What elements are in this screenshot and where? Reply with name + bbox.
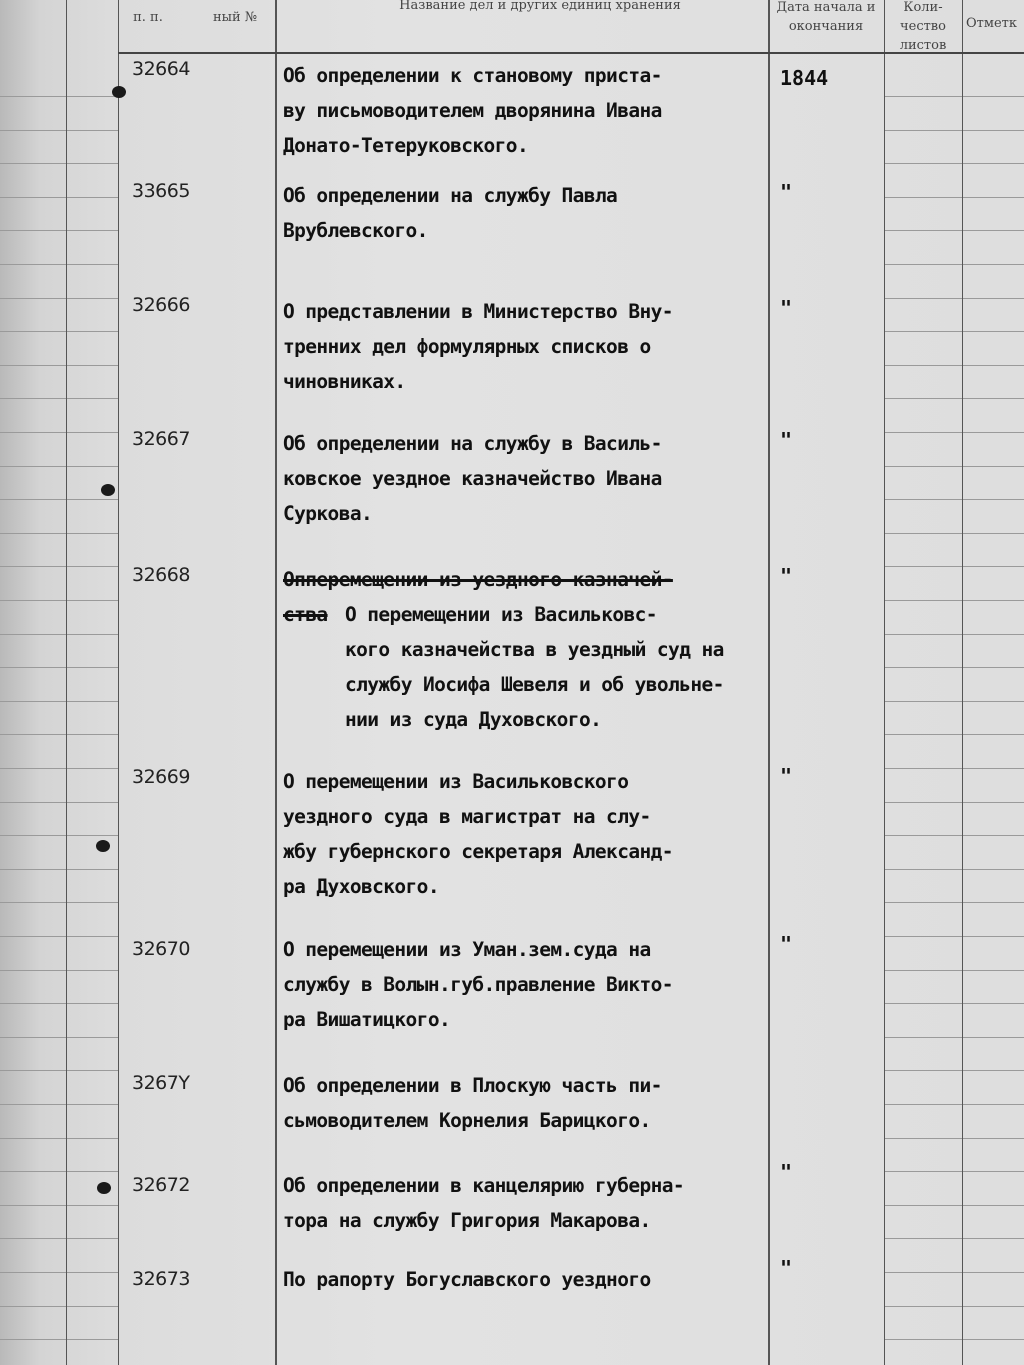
header-rule — [118, 52, 1024, 54]
ruled-line — [0, 701, 118, 702]
ruled-line — [0, 734, 118, 735]
ruled-line — [884, 230, 1024, 231]
header-num: п. п. — [133, 10, 163, 25]
ruled-line — [884, 667, 1024, 668]
ruled-line — [884, 466, 1024, 467]
header-date: Дата начала и окончания — [776, 0, 876, 34]
column-line-num — [118, 0, 119, 1365]
row-title: По рапорту Богуславского уездного — [283, 1268, 651, 1291]
row-number: 32670 — [132, 938, 190, 960]
row-date: " — [780, 764, 793, 788]
ruled-line — [884, 1306, 1024, 1307]
ruled-line — [0, 365, 118, 366]
row-title: О перемещении из Васильковского уездного суда в магистрат на слу- жбу губернского секретаря Александ- ра Духовского. — [283, 770, 673, 898]
row-date: " — [780, 1160, 793, 1184]
ruled-line — [884, 1070, 1024, 1071]
ruled-line — [884, 1272, 1024, 1273]
ruled-line — [0, 533, 118, 534]
ruled-line — [0, 331, 118, 332]
ruled-line — [884, 130, 1024, 131]
ruled-line — [884, 634, 1024, 635]
ruled-line — [0, 1339, 118, 1340]
ruled-line — [0, 466, 118, 467]
ruled-line — [884, 970, 1024, 971]
ruled-line — [884, 835, 1024, 836]
ruled-line — [884, 331, 1024, 332]
ruled-line — [884, 1003, 1024, 1004]
ruled-line — [0, 970, 118, 971]
ruled-line — [0, 96, 118, 97]
ruled-line — [0, 936, 118, 937]
row-number: 32672 — [132, 1174, 190, 1196]
row-title: Об определении на службу в Василь- ковское уездное казначейство Ивана Суркова. — [283, 432, 662, 525]
ruled-line — [0, 264, 118, 265]
row-number: 32664 — [132, 58, 190, 80]
ruled-line — [884, 1171, 1024, 1172]
ruled-line — [0, 1104, 118, 1105]
ruled-line — [0, 802, 118, 803]
ruled-line — [884, 398, 1024, 399]
ruled-line — [0, 298, 118, 299]
ruled-line — [884, 1104, 1024, 1105]
row-date: " — [780, 564, 793, 588]
row-date: " — [780, 1256, 793, 1280]
binding-hole — [112, 86, 126, 98]
ruled-line — [0, 432, 118, 433]
ruled-line — [0, 1171, 118, 1172]
ruled-line — [884, 734, 1024, 735]
row-title: Об определении к становому приста- ву письмоводителем дворянина Ивана Донато-Тетеруковского. — [283, 64, 662, 157]
row-number: 33665 — [132, 180, 190, 202]
column-line-sheets — [962, 0, 963, 1365]
ruled-line — [884, 566, 1024, 567]
ruled-line — [884, 869, 1024, 870]
ruled-line — [0, 667, 118, 668]
ruled-line — [884, 365, 1024, 366]
ruled-line — [884, 432, 1024, 433]
row-date: " — [780, 428, 793, 452]
ruled-line — [0, 163, 118, 164]
ruled-line — [0, 768, 118, 769]
binding-hole — [97, 1182, 111, 1194]
column-line-margin — [66, 0, 67, 1365]
ruled-line — [0, 197, 118, 198]
row-title-text: О перемещении из Васильковс- кого казначейства в уездный суд на службу Иосифа Шевеля и об увольне- нии из суда Духовского. — [345, 603, 724, 731]
row-title-struck: Опперемещении из уездного казначей- — [283, 568, 673, 591]
ruled-line — [884, 96, 1024, 97]
row-date: " — [780, 180, 793, 204]
ruled-line — [0, 1306, 118, 1307]
ruled-line — [884, 298, 1024, 299]
row-number: 32673 — [132, 1268, 190, 1290]
ruled-line — [0, 566, 118, 567]
ruled-line — [0, 1138, 118, 1139]
row-title-struck: ства — [283, 603, 328, 626]
ruled-line — [884, 902, 1024, 903]
row-number: 32666 — [132, 294, 190, 316]
ruled-line — [884, 768, 1024, 769]
row-title: Об определении в Плоскую часть пи- сьмоводителем Корнелия Барицкого. — [283, 1074, 662, 1132]
ruled-line — [0, 634, 118, 635]
row-number: 32669 — [132, 766, 190, 788]
ruled-line — [884, 600, 1024, 601]
row-title: О представлении в Министерство Вну- тренних дел формулярных списков о чиновниках. — [283, 300, 673, 393]
header-inv: ный № — [212, 10, 258, 25]
row-date: 1844 — [780, 66, 829, 90]
ruled-line — [0, 1003, 118, 1004]
header-notes: Отметк — [966, 16, 1017, 31]
ruled-line — [0, 902, 118, 903]
row-title: Об определении на службу Павла Врублевского. — [283, 184, 618, 242]
row-date: " — [780, 296, 793, 320]
ruled-line — [884, 197, 1024, 198]
ruled-line — [0, 1070, 118, 1071]
row-title — [345, 597, 770, 737]
ruled-line — [0, 499, 118, 500]
column-line-inv — [275, 0, 277, 1365]
header-title: Название дел и других единиц хранения — [399, 0, 681, 13]
ruled-line — [884, 264, 1024, 265]
row-number: 32667 — [132, 428, 190, 450]
ruled-line — [0, 869, 118, 870]
ruled-line — [0, 398, 118, 399]
ruled-line — [884, 499, 1024, 500]
row-number: 3267Y — [132, 1072, 190, 1094]
ruled-line — [884, 1138, 1024, 1139]
row-number: 32668 — [132, 564, 190, 586]
ruled-line — [884, 533, 1024, 534]
ruled-line — [884, 1238, 1024, 1239]
ruled-line — [884, 701, 1024, 702]
ruled-line — [884, 163, 1024, 164]
binding-hole — [96, 840, 110, 852]
ruled-line — [0, 600, 118, 601]
ruled-line — [884, 802, 1024, 803]
binding-hole — [101, 484, 115, 496]
header-sheets: Коли-чество листов — [899, 0, 947, 53]
row-date: " — [780, 932, 793, 956]
ruled-line — [0, 1037, 118, 1038]
ruled-line — [884, 1205, 1024, 1206]
column-line-date — [884, 0, 885, 1365]
ruled-line — [884, 1339, 1024, 1340]
ruled-line — [0, 835, 118, 836]
ruled-line — [884, 936, 1024, 937]
ruled-line — [884, 1037, 1024, 1038]
ruled-line — [0, 1272, 118, 1273]
row-title: Об определении в канцелярию губерна- тора на службу Григория Макарова. — [283, 1174, 685, 1232]
ruled-line — [0, 1205, 118, 1206]
row-title: О перемещении из Уман.зем.суда на службу в Волын.губ.правление Викто- ра Вишатицкого. — [283, 938, 673, 1031]
ruled-line — [0, 230, 118, 231]
ruled-line — [0, 1238, 118, 1239]
ruled-line — [0, 130, 118, 131]
